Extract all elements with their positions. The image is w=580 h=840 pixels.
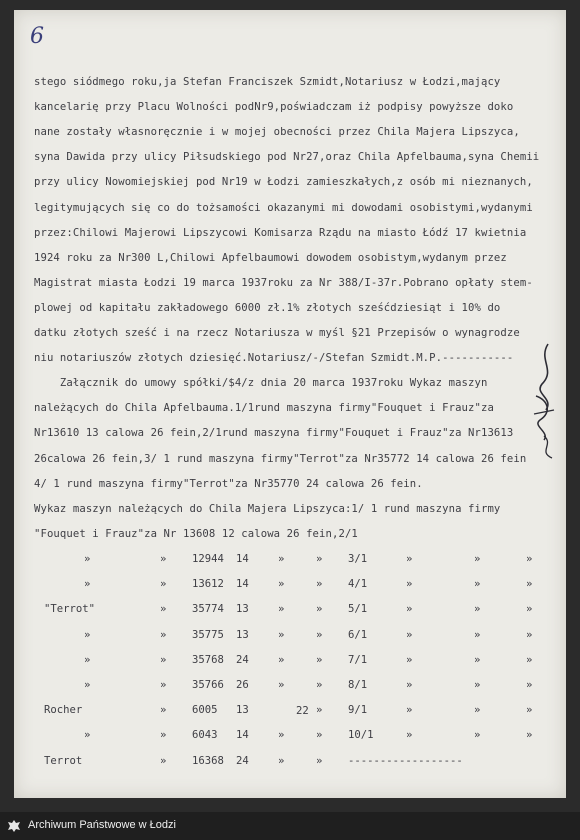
archive-name: Archiwum Państwowe w Łodzi [28,819,176,831]
machine-number: 35774 [192,603,224,616]
ditto-mark: » [160,704,167,717]
machine-size: 24 [236,653,249,666]
ditto-mark: » [84,553,91,565]
ditto-mark: » [406,578,413,591]
ditto-mark: » [474,653,481,666]
text-line: kancelarię przy Placu Wolności podNr9,poświadczam iż podpisy powyższe doko [34,101,514,114]
machine-maker: Rocher [44,704,83,717]
ditto-mark: » [278,628,285,641]
machine-size: 13 [236,704,249,717]
ditto-mark: » [278,729,285,742]
machine-position: 3/1 [348,553,368,565]
text-line: 1924 roku za Nr300 L,Chilowi Apfelbaumowi dowodem osobistym,wydanym przez [34,251,507,264]
ditto-mark: » [160,578,167,591]
machine-maker: Terrot [44,754,83,767]
text-line: 26calowa 26 fein,3/ 1 rund maszyna firmy"Terrot"za Nr35772 14 calowa 26 fein [34,452,527,465]
ditto-mark: » [316,729,323,742]
machine-number: 35768 [192,653,224,666]
machine-number: 6043 [192,729,218,742]
document-page [14,10,566,798]
text-line: plowej od kapitału zakładowego 6000 zł.1% złotych sześćdziesiąt i 10% do [34,301,501,314]
ditto-mark: » [316,578,323,591]
machine-position: 4/1 [348,578,368,591]
ditto-mark: » [84,679,91,691]
ditto-mark: » [474,628,481,641]
machine-extra: 22 [296,705,309,718]
ditto-mark: » [474,704,481,717]
ditto-mark: » [160,628,167,641]
machine-size: 14 [236,729,249,742]
ditto-mark: » [406,653,413,666]
ditto-mark: » [160,729,167,742]
machine-position: 9/1 [348,704,368,717]
machine-maker: "Terrot" [44,603,96,616]
text-line: Magistrat miasta Łodzi 19 marca 1937roku za Nr 388/I-37r.Pobrano opłaty stem- [34,276,533,289]
machine-size: 26 [236,679,249,691]
archive-eagle-icon [6,818,22,834]
text-line: należących do Chila Apfelbauma.1/1rund maszyna firmy"Fouquet i Frauz"za [34,402,494,415]
machine-number: 12944 [192,553,224,565]
ditto-mark: » [474,553,481,565]
machine-size: 24 [236,754,249,767]
text-line: legitymujących się co do tożsamości okazanymi mi dowodami osobistymi,wydanymi [34,201,533,214]
ditto-mark: » [316,679,323,691]
ditto-mark: » [316,628,323,641]
text-line: Nr13610 13 calowa 26 fein,2/1rund maszyna firmy"Fouquet i Frauz"za Nr13613 [34,427,514,440]
ditto-mark: » [160,553,167,565]
ditto-mark: » [406,729,413,742]
ditto-mark: » [474,679,481,691]
ditto-mark: » [526,653,533,666]
text-line: 4/ 1 rund maszyna firmy"Terrot"za Nr35770 24 calowa 26 fein. [34,477,423,490]
machine-number: 16368 [192,754,224,767]
machine-position: 7/1 [348,653,368,666]
ditto-mark: » [160,653,167,666]
machine-position: 5/1 [348,603,368,616]
machine-position: 8/1 [348,679,368,691]
machine-size: 14 [236,578,249,591]
ditto-mark: » [84,578,91,591]
ditto-mark: » [474,603,481,616]
page-number: 6 [30,24,44,49]
machine-number: 6005 [192,704,218,717]
text-line: przy ulicy Nowomiejskiej pod Nr19 w Łodzi zamieszkałych,z osób mi nieznanych, [34,176,533,189]
text-line: niu notariuszów złotych dziesięć.Notariusz/-/Stefan Szmidt.M.P.----------- [34,352,514,365]
ditto-mark: » [526,704,533,717]
machine-position: ------------------ [348,754,463,767]
text-line: stego siódmego roku,ja Stefan Franciszek Szmidt,Notariusz w Łodzi,mający [34,76,501,88]
ditto-mark: » [160,754,167,767]
ditto-mark: » [526,578,533,591]
machine-number: 35766 [192,679,224,691]
ditto-mark: » [526,603,533,616]
ditto-mark: » [160,603,167,616]
ditto-mark: » [316,603,323,616]
handwritten-signature [528,340,562,460]
ditto-mark: » [316,754,323,767]
ditto-mark: » [406,704,413,717]
machine-number: 35775 [192,628,224,641]
ditto-mark: » [526,628,533,641]
text-line: Wykaz maszyn należących do Chila Majera Lipszyca:1/ 1 rund maszyna firmy [34,502,501,515]
text-line: przez:Chilowi Majerowi Lipszycowi Komisarza Rządu na miasto Łódź 17 kwietnia [34,226,527,239]
ditto-mark: » [316,553,323,565]
machine-size: 14 [236,553,249,565]
ditto-mark: » [316,653,323,666]
machine-position: 10/1 [348,729,374,742]
text-line: syna Dawida przy ulicy Piłsudskiego pod Nr27,oraz Chila Apfelbauma,syna Chemii [34,151,540,164]
ditto-mark: » [316,704,323,717]
ditto-mark: » [526,729,533,742]
machine-size: 13 [236,628,249,641]
ditto-mark: » [526,553,533,565]
ditto-mark: » [278,553,285,565]
ditto-mark: » [84,628,91,641]
ditto-mark: » [526,679,533,691]
text-line: nane zostały własnoręcznie i w mojej obecności przez Chila Majera Lipszyca, [34,126,520,139]
ditto-mark: » [278,653,285,666]
ditto-mark: » [84,653,91,666]
ditto-mark: » [278,603,285,616]
machine-number: 13612 [192,578,224,591]
text-line: datku złotych sześć i na rzecz Notariusza w myśl §21 Przepisów o wynagrodze [34,327,520,339]
ditto-mark: » [474,729,481,742]
ditto-mark: » [278,754,285,767]
ditto-mark: » [278,679,285,691]
ditto-mark: » [278,578,285,591]
ditto-mark: » [406,603,413,616]
machine-position: 6/1 [348,628,368,641]
ditto-mark: » [406,628,413,641]
ditto-mark: » [160,679,167,691]
ditto-mark: » [406,679,413,691]
ditto-mark: » [84,729,91,742]
machine-size: 13 [236,603,249,616]
ditto-mark: » [406,553,413,565]
ditto-mark: » [474,578,481,591]
text-line: Załącznik do umowy spółki/$4/z dnia 20 marca 1937roku Wykaz maszyn [34,377,488,390]
text-line: "Fouquet i Frauz"za Nr 13608 12 calowa 26 fein,2/1 [34,527,358,540]
archive-footer [0,812,580,840]
